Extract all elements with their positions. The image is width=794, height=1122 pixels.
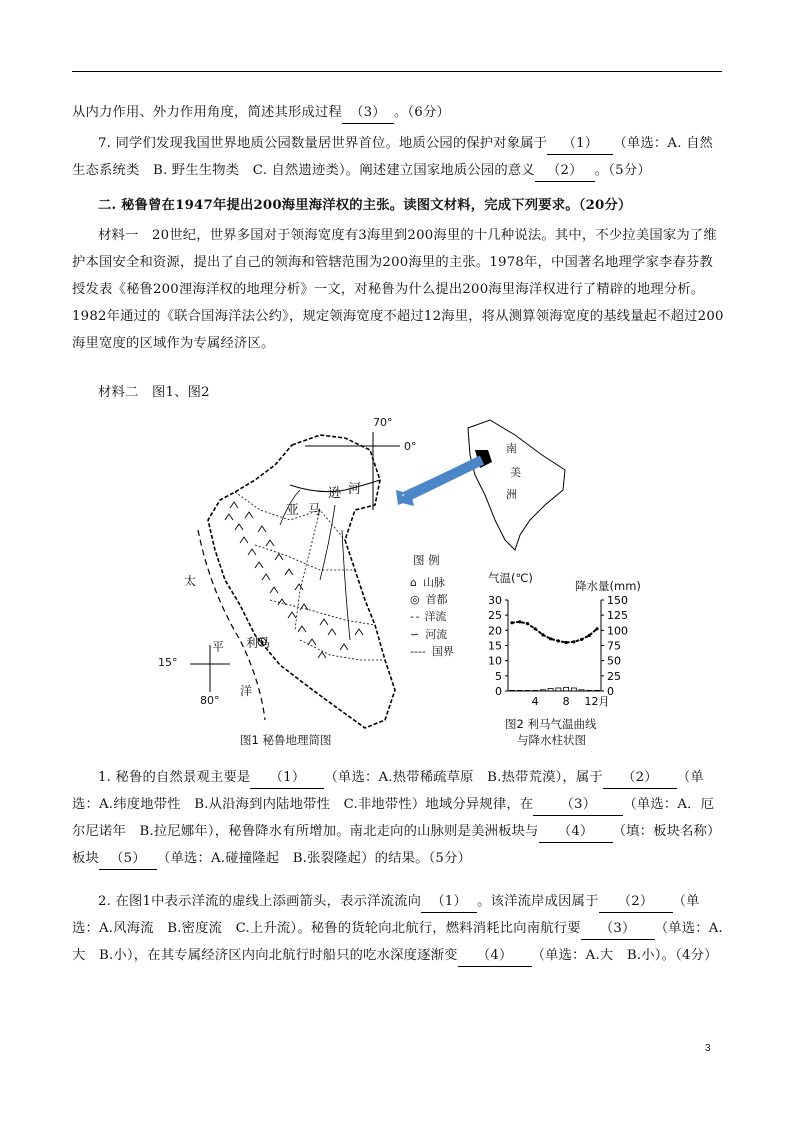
legend-label: 山脉 (422, 576, 445, 589)
page-number: 3 (705, 1043, 711, 1054)
temperature-point (534, 627, 537, 630)
q2-text-d: （单选：A.大 B.小），在其专属经济区内向北航行时船只的吃水深度逐渐变 (72, 921, 723, 963)
region-line (300, 640, 385, 660)
answer-blank[interactable]: （2） (535, 161, 595, 182)
pointer-arrow-shaft (406, 460, 482, 497)
figure-area (158, 410, 641, 750)
river-line (342, 530, 350, 640)
q7-text-b: （单选：A. 自然生态系统类 B. 野生生物类 C. 自然遗迹类）。阐述建立国家地质公园的意义 (72, 136, 714, 178)
answer-blank[interactable]: （5） (99, 849, 157, 870)
q1-text-f: （单选：A.碰撞隆起 B.张裂隆起）的结果。（5分） (157, 851, 472, 866)
precip-bar (548, 689, 553, 691)
q2-text-c: （单选：A.风海流 B.密度流 C.上升流）。秘鲁的货轮向北航行，燃料消耗比向南航行要 (72, 894, 700, 936)
q6-score: 。（6分） (393, 105, 450, 120)
temperature-point (564, 641, 567, 644)
q7-text-c: 。（5分） (594, 163, 651, 178)
figure-2-caption-line1: 图2 利马气温曲线 (505, 717, 597, 731)
y-tick-label: 30 (488, 594, 502, 607)
precip-bar (564, 687, 569, 691)
pacific-label: 洋 (240, 684, 253, 698)
chart-y-left-title: 气温(℃) (488, 571, 533, 585)
y-tick-label: 5 (495, 669, 502, 683)
temperature-line (512, 622, 597, 643)
precip-bar (579, 690, 584, 691)
ocean-current-line (198, 530, 265, 720)
river-line (320, 505, 335, 580)
material-1: 材料一 20世纪，世界多国对于领海宽度有3海里到200海里的十几种说法。其中，不少拉美国家为了维护本国安全和资源，提出了自己的领海和管辖范围为200海里的主张。1978年，中国著名地理学家李春芬教授发表《秘鲁200浬海洋权的地理分析》一文，对秘鲁为什么提出200海里海洋权进行了精辟的地理分析。1982年通过的《联合国海洋法公约》，规定领海宽度不超过12海里，将从测算领海宽度的基线量起不超过200海里宽度的区域作为专属经济区。 (72, 228, 724, 351)
y-tick-label: 0 (495, 685, 502, 698)
temperature-point (526, 622, 529, 625)
amazon-label: 逊 (328, 486, 342, 501)
mountain-icon: ⌂ (410, 575, 417, 589)
pacific-label: 平 (212, 640, 225, 654)
section-2-heading: 二. 秘鲁曾在1947年提出200海里海洋权的主张。读图文材料，完成下列要求。（20分） (98, 198, 632, 213)
q1-text-e: （填：板块名称）板块 (72, 824, 721, 866)
temperature-point (572, 640, 575, 643)
y-right-tick-label: 50 (607, 654, 621, 668)
x-tick-label: 8 (562, 695, 570, 708)
question-1 (72, 764, 724, 872)
lima-label: 利马 (246, 636, 271, 650)
region-line (295, 510, 320, 630)
figure-2-caption-line2: 与降水柱状图 (517, 733, 586, 747)
y-tick-label: 10 (488, 654, 502, 668)
q7-text-a: 7. 同学们发现我国世界地质公园数量居世界首位。地质公园的保护对象属于 (98, 136, 548, 151)
answer-blank[interactable]: （1） (421, 892, 477, 913)
answer-blank[interactable]: （4） (539, 822, 613, 843)
pacific-label: 太 (184, 574, 197, 588)
legend-title: 图 例 (413, 553, 440, 567)
answer-blank[interactable]: （1） (250, 768, 324, 789)
temperature-point (588, 634, 591, 637)
y-right-tick-label: 150 (607, 594, 628, 607)
q2-text-b: 。该洋流岸成因属于 (477, 894, 599, 909)
q1-text-d: （单选：A．厄尔尼诺年 B.拉尼娜年），秘鲁降水有所增加。南北走向的山脉则是美洲板块与 (72, 797, 715, 839)
q1-text-a: 1. 秘鲁的自然景观主要是 (98, 770, 251, 785)
temperature-point (557, 639, 560, 642)
south-america-label: 洲 (506, 488, 517, 501)
answer-blank[interactable]: （2） (599, 892, 673, 913)
legend-label: 河流 (425, 628, 448, 641)
q1-text-b: （单选：A.热带稀疏草原 B.热带荒漠），属于 (324, 770, 603, 785)
equator-label: 0° (404, 440, 417, 453)
y-tick-label: 20 (488, 624, 502, 638)
temperature-point (541, 633, 544, 636)
y-right-tick-label: 125 (607, 609, 628, 623)
q1-text-c: （单选：A.纬度地带性 B.从沿海到内陆地带性 C.非地带性）地域分异规律，在 (72, 770, 704, 812)
precip-bar (595, 690, 600, 691)
material-2: 材料二 图1、图2 (98, 385, 210, 400)
temperature-point (510, 621, 513, 624)
amazon-label: 马 (308, 503, 322, 518)
question-7 (72, 130, 724, 184)
lon-80-label: 80° (200, 694, 220, 707)
border-icon: ---- (410, 644, 426, 658)
legend-item (410, 643, 454, 659)
chart-y-right-title: 降水量(mm) (575, 579, 641, 593)
temperature-point (595, 627, 598, 630)
peru-map (170, 410, 630, 750)
q6-text: 从内力作用、外力作用角度，简述其形成过程 (72, 105, 342, 120)
precip-bar (533, 690, 538, 691)
amazon-label: 河 (348, 482, 362, 497)
amazon-label: 亚 (286, 503, 300, 518)
lon-70-label: 70° (373, 416, 393, 429)
y-right-tick-label: 75 (607, 639, 621, 653)
answer-blank[interactable]: （3） (581, 919, 655, 940)
y-right-tick-label: 25 (607, 669, 621, 683)
legend-item (410, 626, 447, 642)
y-tick-label: 25 (488, 609, 502, 623)
precip-bar (525, 690, 530, 691)
answer-blank[interactable]: （3） (533, 795, 623, 816)
x-tick-label: 4 (531, 695, 539, 708)
legend-item (410, 608, 446, 624)
y-right-tick-label: 100 (607, 624, 628, 638)
answer-blank[interactable]: （2） (603, 768, 677, 789)
temperature-point (549, 637, 552, 640)
answer-blank[interactable]: （3） (342, 103, 394, 124)
answer-blank[interactable]: （1） (547, 134, 613, 155)
answer-blank[interactable]: （4） (458, 946, 532, 967)
peru-border (208, 435, 395, 728)
precip-bar (540, 690, 545, 691)
figure-1-caption: 图1 秘鲁地理简图 (240, 733, 332, 747)
header-rule (72, 71, 722, 72)
y-right-tick-label: 0 (607, 685, 614, 698)
lat-15-label: 15° (158, 656, 178, 669)
temperature-point (518, 620, 521, 623)
legend-item (410, 574, 445, 590)
region-line (255, 545, 355, 570)
temperature-point (580, 638, 583, 641)
current-icon: - - (410, 609, 419, 623)
q2-text-e: （单选：A.大 B.小）。（4分） (531, 948, 718, 963)
question-2 (72, 888, 724, 969)
precip-bar (517, 690, 522, 691)
climate-chart (488, 594, 628, 708)
legend-label: 国界 (431, 645, 454, 658)
south-america-label: 美 (510, 466, 521, 479)
legend-label: 洋流 (424, 610, 447, 623)
legend-label: 首都 (425, 593, 448, 606)
x-tick-label: 12月 (584, 695, 610, 708)
paragraph-q6-tail (72, 99, 724, 126)
precip-bar (510, 690, 515, 691)
legend-item (410, 591, 448, 607)
q2-text-a: 2. 在图1中表示洋流的虚线上添画箭头，表示洋流流向 (98, 894, 422, 909)
y-tick-label: 15 (488, 639, 502, 653)
capital-icon: ◎ (410, 592, 420, 606)
south-america-label: 南 (506, 442, 517, 455)
river-icon: ∽ (410, 627, 420, 641)
precip-bar (587, 690, 592, 691)
